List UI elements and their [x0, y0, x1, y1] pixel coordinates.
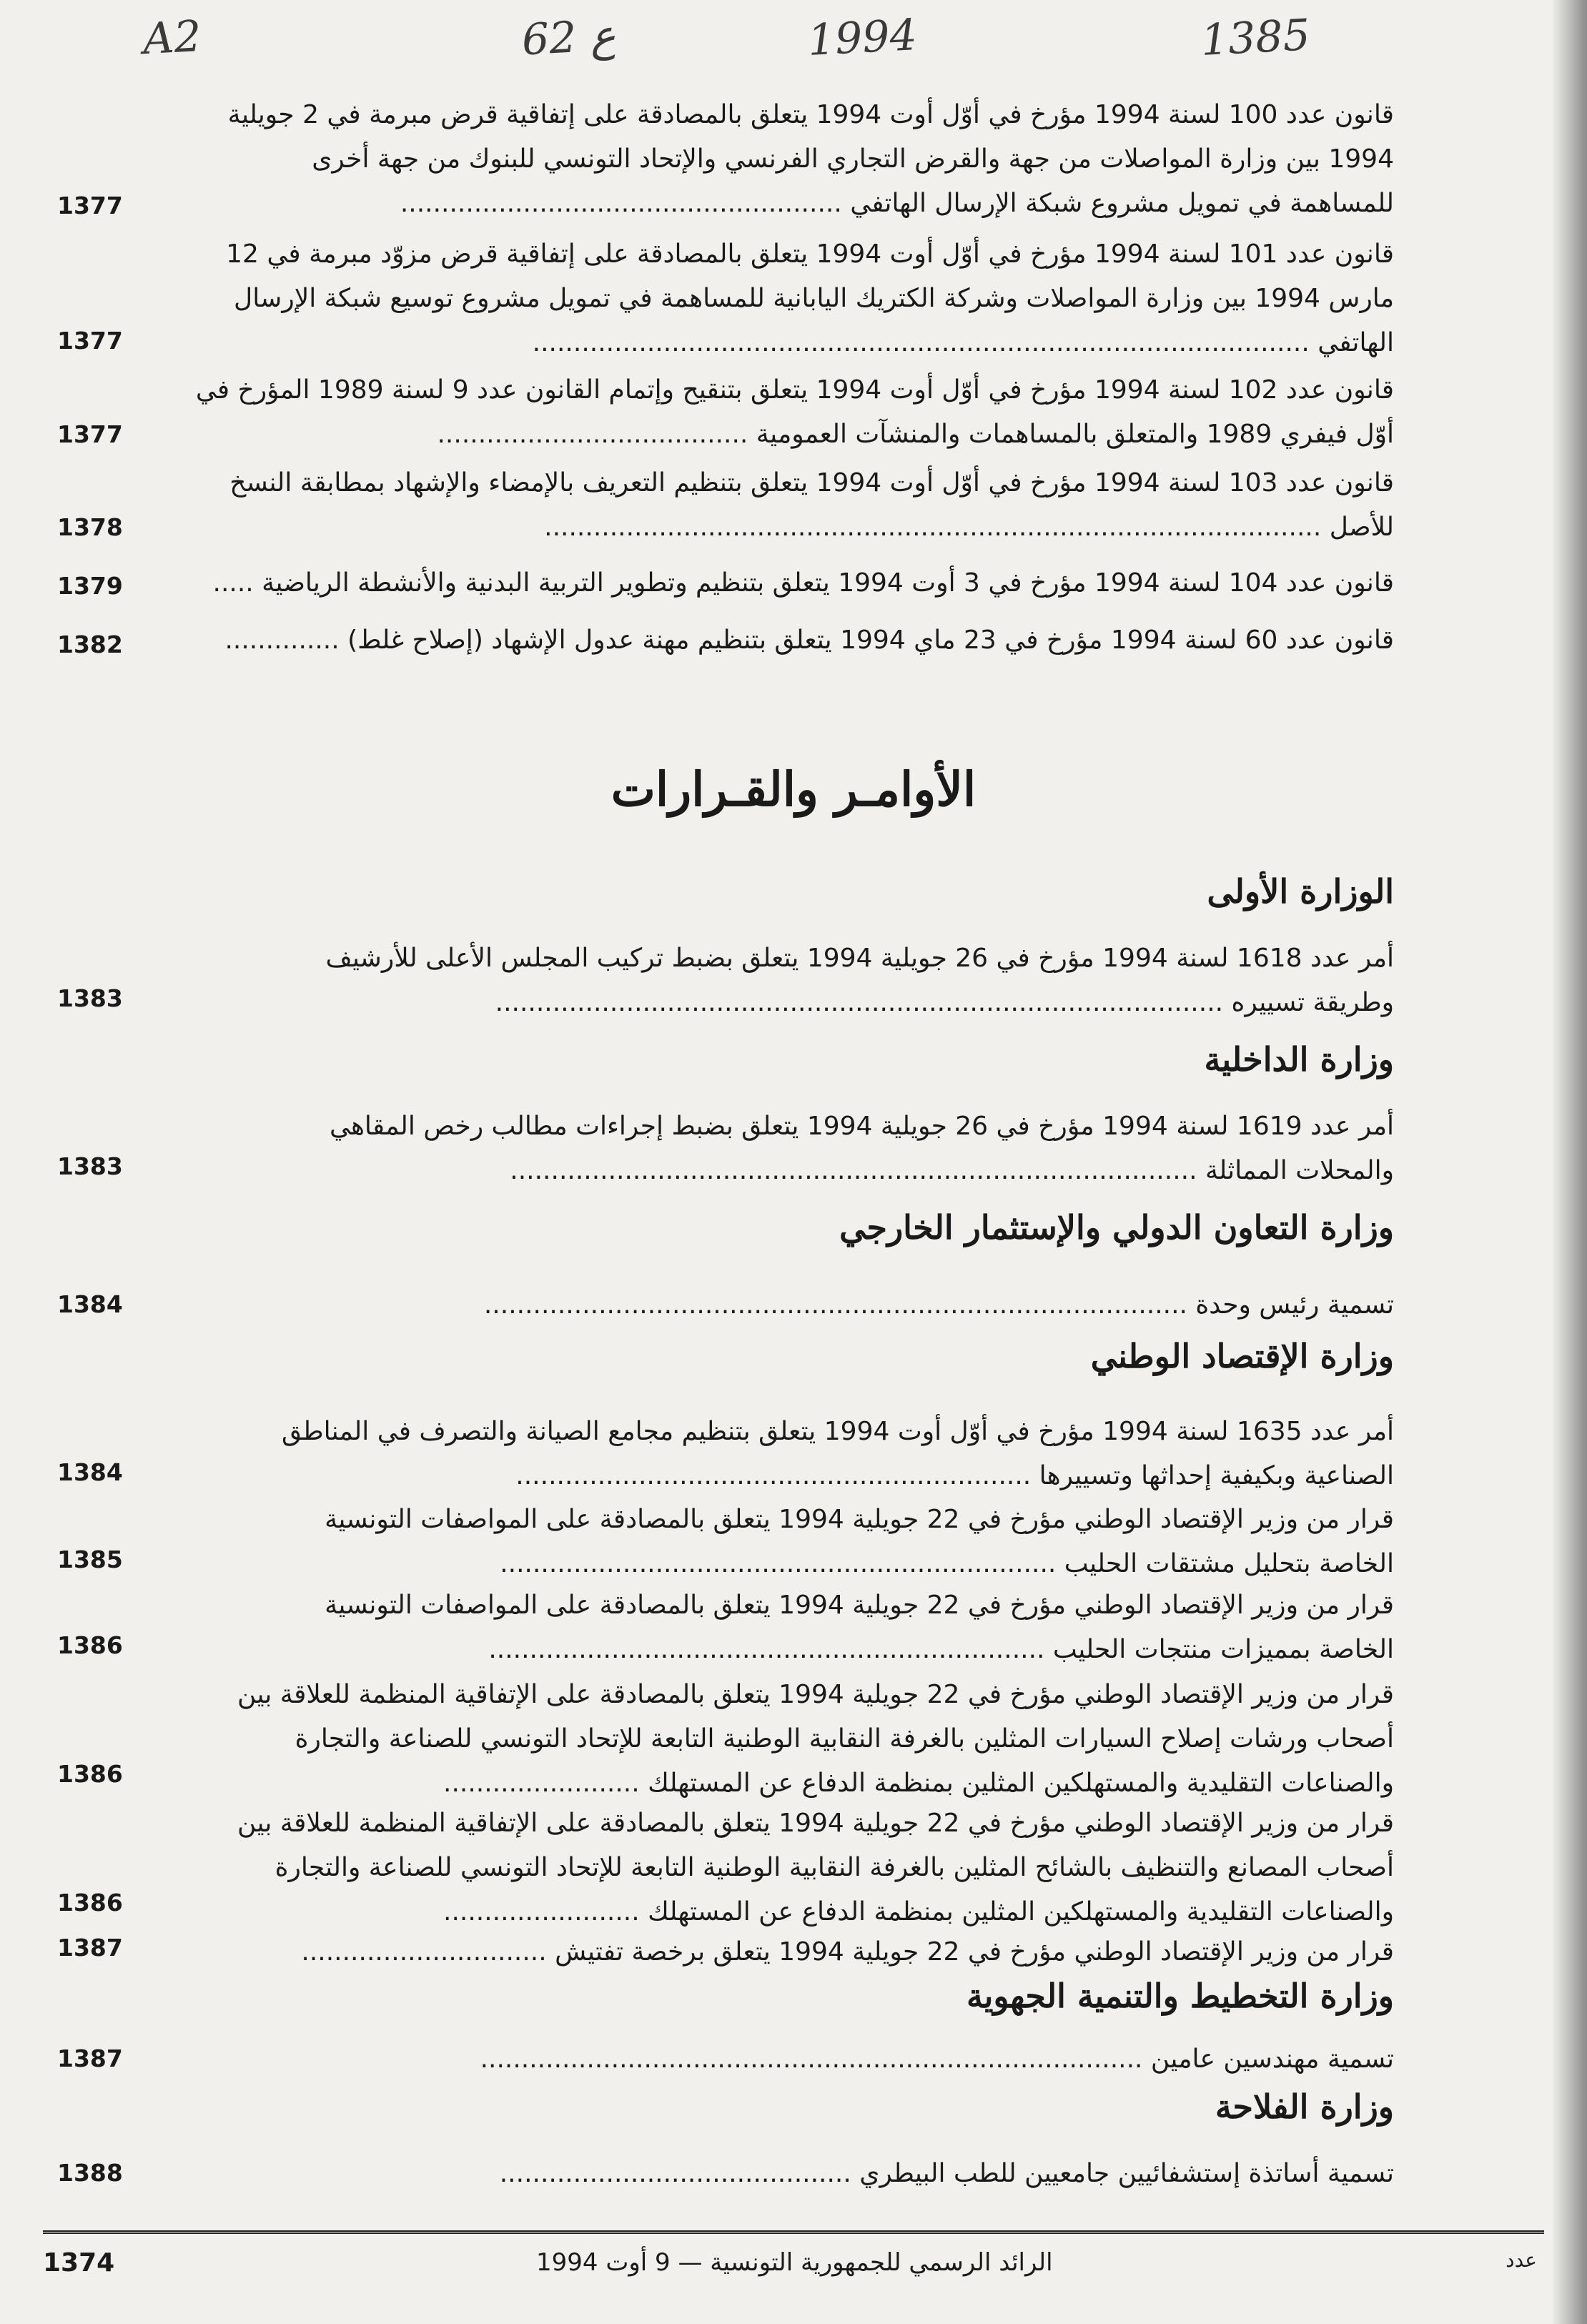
ministry-heading: وزارة الداخلية [1204, 1040, 1394, 1079]
page-number: 1377 [57, 420, 123, 448]
page-number: 1377 [57, 192, 123, 219]
page-number: 1386 [57, 1889, 123, 1917]
decree-entry: قرار من وزير الإقتصاد الوطني مؤرخ في 22 جويلية 1994 يتعلق برخصة تفتيش .............................. [301, 1937, 1394, 1967]
page-number: 1387 [57, 1934, 123, 1962]
handwritten-note-number: 1385 [1200, 10, 1312, 66]
page-number: 1386 [57, 1631, 123, 1659]
page-number: 1386 [57, 1760, 123, 1788]
decree-entry: أمر عدد 1618 لسنة 1994 مؤرخ في 26 جويلية 1994 يتعلق بضبط تركيب المجلس الأعلى للأرشيف وطريقة تسييره ......................................................................................... [325, 944, 1394, 1017]
handwritten-note-a2: A2 [142, 11, 203, 65]
law-entry: قانون عدد 102 لسنة 1994 مؤرخ في أوّل أوت 1994 يتعلق بتنقيح وإتمام القانون عدد 9 لسنة 1989 المؤرخ في أوّل فيفري 1989 والمتعلق بالمساهمات والمنشآت العمومية ...................................... [195, 375, 1394, 449]
law-entry: قانون عدد 101 لسنة 1994 مؤرخ في أوّل أوت 1994 يتعلق بالمصادقة على إتفاقية قرض مزوّد مبرمة في 12 مارس 1994 بين وزارة المواصلات وشركة الكتريك اليابانية للمساهمة في تمويل مشروع توسيع شبكة الإرسال الهاتفي ............................................................................................... [226, 239, 1394, 357]
footer-margin-note: عدد [1506, 2248, 1537, 2272]
decree-entry: تسمية مهندسين عامين ................................................................................. [480, 2044, 1394, 2074]
page-number: 1383 [57, 984, 123, 1012]
page-number: 1379 [57, 572, 123, 600]
decree-entry: قرار من وزير الإقتصاد الوطني مؤرخ في 22 جويلية 1994 يتعلق بالمصادقة على الإتفاقية المنظمة للعلاقة بين أصحاب ورشات إصلاح السيارات المثلين بالغرفة النقابية الوطنية التابعة للإتحاد التونسي للصناعة والتجارة والصناعات التقليدية والمستهلكين المثلين بمنظمة الدفاع عن المستهلك ........................ [237, 1680, 1394, 1798]
page-number: 1385 [57, 1546, 123, 1573]
ministry-heading: وزارة التعاون الدولي والإستثمار الخارجي [839, 1208, 1394, 1247]
page-footer [43, 2241, 1544, 2291]
decree-entry: أمر عدد 1635 لسنة 1994 مؤرخ في أوّل أوت 1994 يتعلق بتنظيم مجامع الصيانة والتصرف في المناطق الصناعية وبكيفية إحداثها وتسييرها ............................................................... [281, 1417, 1394, 1490]
handwritten-note-issue: 62 ع [520, 10, 617, 66]
page-number: 1388 [57, 2159, 123, 2187]
footer-page-number: 1374 [43, 2248, 115, 2278]
footer-title: الرائد الرسمي للجمهورية التونسية — 9 أوت 1994 [536, 2248, 1053, 2277]
ministry-heading: وزارة التخطيط والتنمية الجهوية [966, 1977, 1394, 2015]
decree-entry: قرار من وزير الإقتصاد الوطني مؤرخ في 22 جويلية 1994 يتعلق بالمصادقة على المواصفات التونسية الخاصة بتحليل مشتقات الحليب .................................................................... [325, 1505, 1394, 1578]
decree-entry: قرار من وزير الإقتصاد الوطني مؤرخ في 22 جويلية 1994 يتعلق بالمصادقة على الإتفاقية المنظمة للعلاقة بين أصحاب المصانع والتنظيف بالشائح المثلين بالغرفة النقابية الوطنية التابعة للإتحاد التونسي للصناعة والتجارة والصناعات التقليدية والمستهلكين المثلين بمنظمة الدفاع عن المستهلك ........................ [237, 1809, 1394, 1927]
page-number: 1384 [57, 1458, 123, 1486]
page-number: 1377 [57, 327, 123, 355]
scan-margin [1553, 0, 1587, 2324]
ministry-heading: وزارة الفلاحة [1215, 2087, 1394, 2126]
decree-entry: قرار من وزير الإقتصاد الوطني مؤرخ في 22 جويلية 1994 يتعلق بالمصادقة على المواصفات التونسية الخاصة بمميزات منتجات الحليب .................................................................... [325, 1591, 1394, 1664]
law-entry: قانون عدد 100 لسنة 1994 مؤرخ في أوّل أوت 1994 يتعلق بالمصادقة على إتفاقية قرض مبرمة في 2 جويلية 1994 بين وزارة المواصلات من جهة والقرض التجاري الفرنسي والإتحاد التونسي للبنوك من جهة أخرى للمساهمة في تمويل مشروع شبكة الإرسال الهاتفي ...................................................... [227, 100, 1394, 218]
page-number: 1378 [57, 513, 123, 541]
decree-entry: أمر عدد 1619 لسنة 1994 مؤرخ في 26 جويلية 1994 يتعلق بضبط إجراءات مطالب رخص المقاهي والمحلات المماثلة .................................................................................... [329, 1112, 1394, 1185]
law-entry: قانون عدد 60 لسنة 1994 مؤرخ في 23 ماي 1994 يتعلق بتنظيم مهنة عدول الإشهاد (إصلاح غلط) .............. [224, 625, 1394, 655]
handwritten-note-year: 1994 [806, 10, 919, 66]
ministry-heading: وزارة الإقتصاد الوطني [1090, 1337, 1394, 1375]
page-number: 1383 [57, 1152, 123, 1180]
footer-divider [43, 2230, 1544, 2234]
page-number: 1384 [57, 1290, 123, 1318]
section-title: الأوامـر والقـرارات [610, 761, 977, 817]
law-entry: قانون عدد 103 لسنة 1994 مؤرخ في أوّل أوت 1994 يتعلق بتنظيم التعريف بالإمضاء والإشهاد بمطابقة النسخ للأصل ............................................................................................... [229, 468, 1394, 542]
ministry-heading: الوزارة الأولى [1207, 872, 1394, 911]
decree-entry: تسمية رئيس وحدة ...................................................................................... [483, 1290, 1394, 1320]
decree-entry: تسمية أساتذة إستشفائيين جامعيين للطب البيطري ........................................... [499, 2159, 1394, 2188]
page-number: 1387 [57, 2044, 123, 2072]
page-number: 1382 [57, 631, 123, 658]
law-entry: قانون عدد 104 لسنة 1994 مؤرخ في 3 أوت 1994 يتعلق بتنظيم وتطوير التربية البدنية والأنشطة الرياضية ..... [212, 568, 1394, 598]
